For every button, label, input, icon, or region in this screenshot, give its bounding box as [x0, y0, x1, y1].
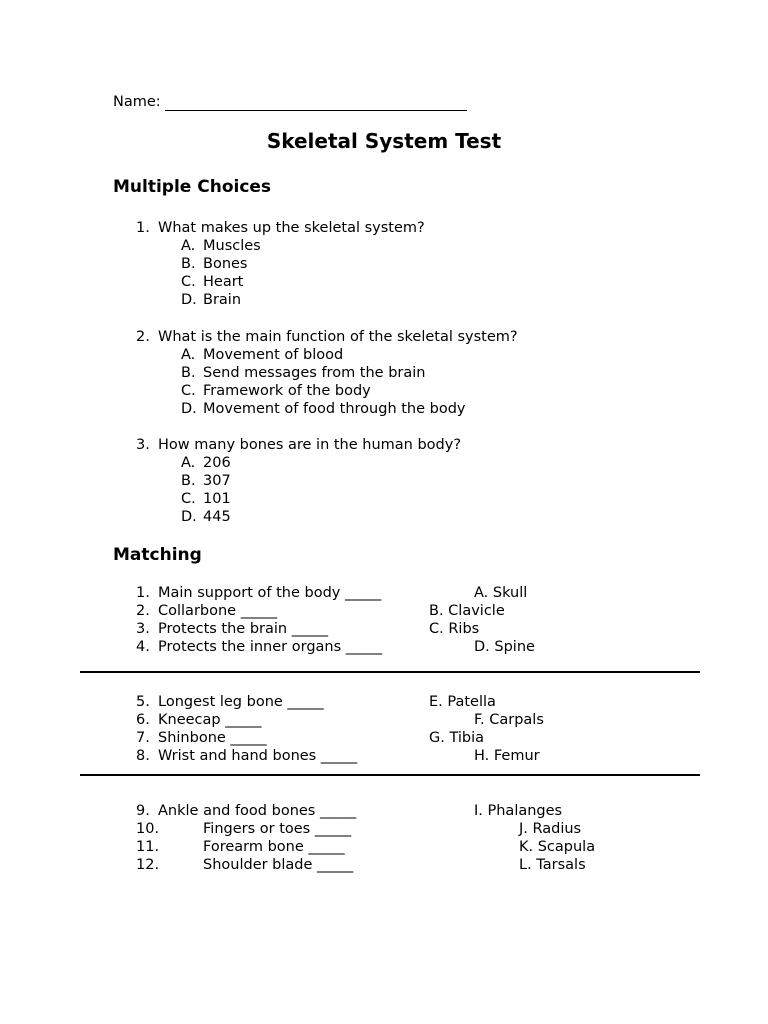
mc-option: B. Send messages from the brain — [181, 365, 426, 381]
mc-option: A. 206 — [181, 455, 231, 471]
matching-item-3: 3. Protects the brain _____ — [136, 621, 328, 637]
mc-option: B. 307 — [181, 473, 231, 489]
mc-option: A. Muscles — [181, 238, 261, 254]
mc-question-2: 2. What is the main function of the skeletal system? — [136, 329, 518, 345]
mc-option: C. Framework of the body — [181, 383, 371, 399]
matching-answer-a: A. Skull — [474, 585, 528, 601]
matching-answer-f: F. Carpals — [474, 712, 544, 728]
section-divider — [80, 774, 700, 776]
matching-item-9: 9. Ankle and food bones _____ — [136, 803, 357, 819]
mc-option: D. 445 — [181, 509, 231, 525]
matching-item-1: 1. Main support of the body _____ — [136, 585, 382, 601]
name-label: Name: — [113, 94, 161, 110]
matching-answer-c: C. Ribs — [429, 621, 480, 637]
page-title: Skeletal System Test — [266, 129, 502, 153]
mc-option: D. Movement of food through the body — [181, 401, 466, 417]
matching-answer-b: B. Clavicle — [429, 603, 505, 619]
mc-question-3: 3. How many bones are in the human body? — [136, 437, 462, 453]
section-divider — [80, 671, 700, 673]
matching-item-4: 4. Protects the inner organs _____ — [136, 639, 383, 655]
matching-answer-d: D. Spine — [474, 639, 535, 655]
matching-answer-h: H. Femur — [474, 748, 540, 764]
matching-item-7: 7. Shinbone _____ — [136, 730, 267, 746]
matching-answer-e: E. Patella — [429, 694, 496, 710]
name-blank-line[interactable] — [165, 95, 467, 111]
matching-item-8: 8. Wrist and hand bones _____ — [136, 748, 358, 764]
matching-item-2: 2. Collarbone _____ — [136, 603, 277, 619]
matching-answer-k: K. Scapula — [519, 839, 596, 855]
mc-option: C. 101 — [181, 491, 231, 507]
matching-answer-g: G. Tibia — [429, 730, 485, 746]
section-heading-multiple-choice: Multiple Choices — [113, 177, 272, 197]
matching-item-11: 11. Forearm bone _____ — [136, 839, 345, 855]
mc-option: C. Heart — [181, 274, 244, 290]
matching-item-5: 5. Longest leg bone _____ — [136, 694, 324, 710]
matching-item-10: 10. Fingers or toes _____ — [136, 821, 352, 837]
mc-option: D. Brain — [181, 292, 242, 308]
name-field — [113, 93, 467, 111]
mc-option: A. Movement of blood — [181, 347, 344, 363]
section-heading-matching: Matching — [113, 545, 202, 565]
matching-answer-l: L. Tarsals — [519, 857, 586, 873]
mc-option: B. Bones — [181, 256, 248, 272]
matching-answer-j: J. Radius — [519, 821, 582, 837]
matching-item-6: 6. Kneecap _____ — [136, 712, 262, 728]
mc-question-1: 1. What makes up the skeletal system? — [136, 220, 425, 236]
matching-answer-i: I. Phalanges — [474, 803, 563, 819]
matching-item-12: 12. Shoulder blade _____ — [136, 857, 354, 873]
